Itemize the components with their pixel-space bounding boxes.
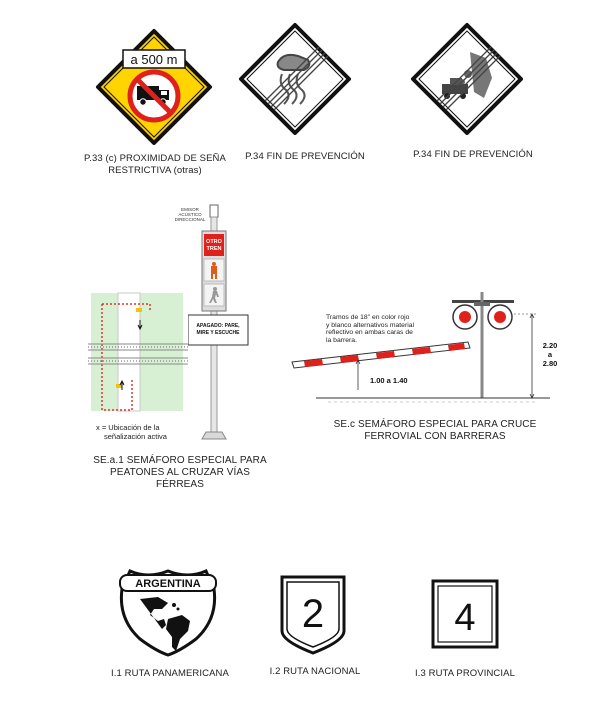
pedestrian-signal-pole [188,203,258,441]
svg-text:MIRE Y ESCUCHE: MIRE Y ESCUCHE [196,330,240,336]
route3-caption: I.3 RUTA PROVINCIAL [415,668,515,679]
location-legend: x = Ubicación de la señalización activa [96,423,167,441]
svg-text:APAGADO: PARE,: APAGADO: PARE, [196,323,240,329]
provincial-route-shield [430,578,500,650]
signal-height-label: 2.20 a 2.80 [542,341,558,368]
barrier-height-label: 1.00 a 1.40 [370,376,408,385]
barrier-note: Tramos de 18" en color rojo y blanco alternativos material reflectivo en ambas caras de la barrera. [326,314,415,344]
sign1-caption: P.33 (c) PROXIMIDAD DE SEÑA RESTRICTIVA (otras) [84,153,226,176]
svg-text:TREN: TREN [206,246,222,252]
shield-label: ARGENTINA [135,578,201,590]
end-of-warning-curve-sign [238,22,352,136]
sign2-caption: P.34 FIN DE PREVENCIÓN [245,151,365,162]
railway-barrier-diagram [288,290,560,410]
route2-caption: I.2 RUTA NACIONAL [269,666,361,677]
route1-caption: I.1 RUTA PANAMERICANA [111,668,229,679]
provincial-route-number: 4 [454,597,476,639]
national-route-number: 2 [301,592,325,636]
national-route-shield [278,573,348,657]
sounder-label: EMISOR ACÚSTICO DIRECCIONAL [174,207,206,222]
distance-plate-text: a 500 m [130,52,178,67]
barrier-caption: SE.c SEMÁFORO ESPECIAL PARA CRUCE FERROVIAL CON BARRERAS [333,419,537,442]
svg-text:OTRO: OTRO [206,239,222,245]
pedestrian-crossing-plan [88,290,188,415]
panamerican-route-shield [118,565,218,657]
proximity-restrictive-sign [95,28,213,146]
otro-tren-lamp [204,234,224,256]
pedestrian-caption: SE.a.1 SEMÁFORO ESPECIAL PARA PEATONES AL CRUZAR VÍAS FÉRREAS [93,455,267,490]
sign3-caption: P.34 FIN DE PREVENCIÓN [413,149,533,160]
end-of-warning-rocks-sign [410,22,524,136]
